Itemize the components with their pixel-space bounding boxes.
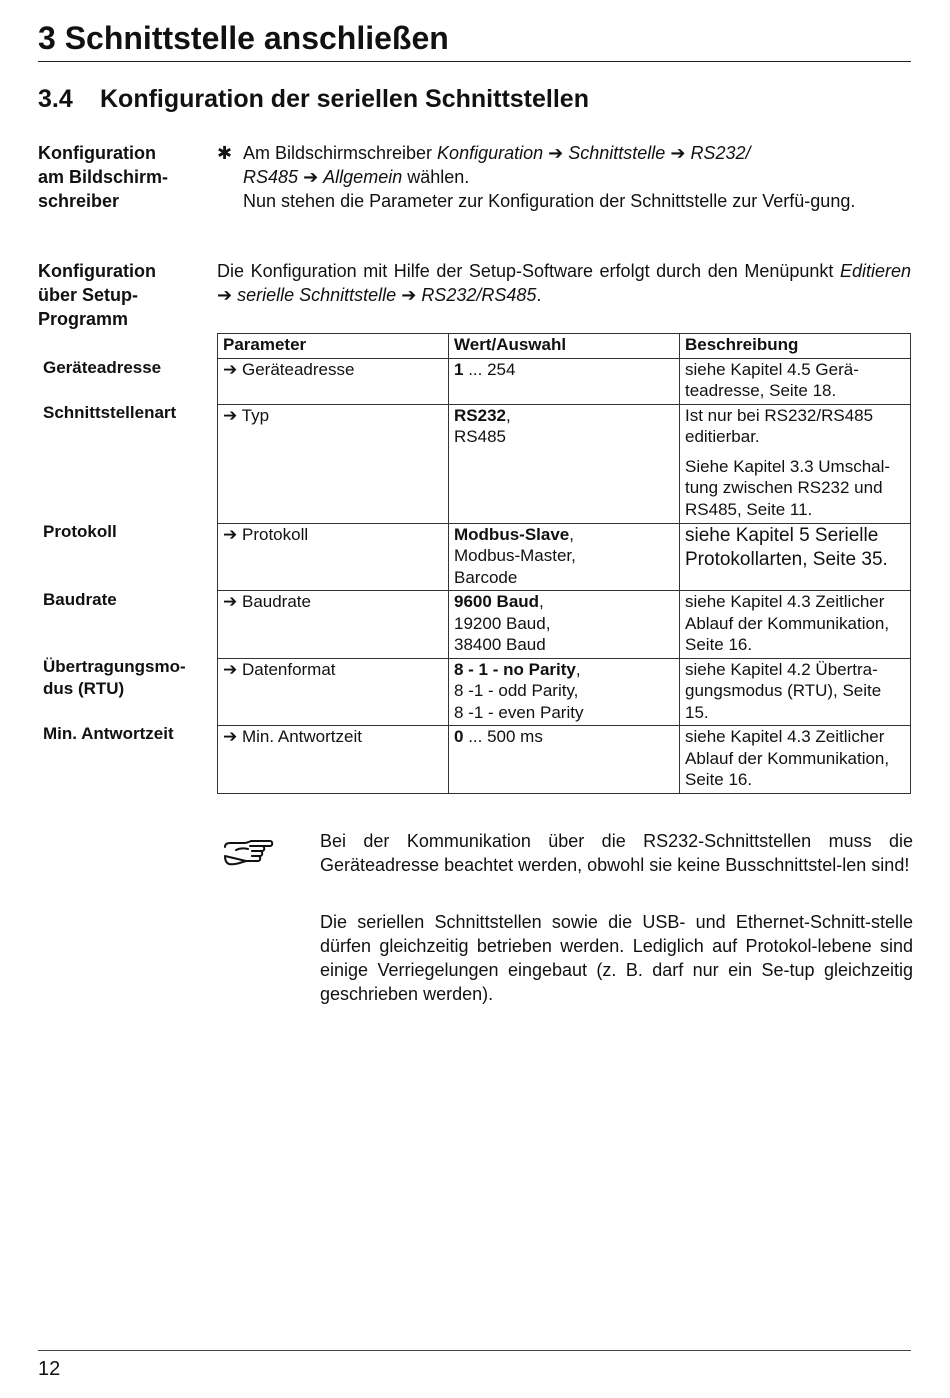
- default-value: Modbus-Slave: [454, 524, 570, 544]
- menu-path-item: serielle Schnittstelle: [237, 285, 397, 305]
- section-number: 3.4: [38, 85, 73, 113]
- desc-cell: [680, 726, 911, 794]
- block1-label-line: schreiber: [38, 191, 120, 211]
- note-paragraph-2: Die seriellen Schnittstellen sowie die USB- und Ethernet-Schnitt-stelle dürfen gleichzeitig betrieben werden. Lediglich auf Protokol-lebene sind einige Verriegelungen eingebaut (z. B. darf nur ein Se-tup gleichzeitig geschrieben werden).: [320, 912, 913, 1004]
- table-row: [218, 726, 911, 794]
- value-option: RS485: [454, 427, 506, 446]
- desc-cell: [680, 591, 911, 659]
- description-text: Ist nur bei RS232/RS485 editierbar.: [685, 405, 874, 446]
- row-label-schnittstellenart: Schnittstellenart: [43, 403, 177, 422]
- description-text: siehe Kapitel 4.3 Zeitlicher Ablauf der Kommunikation, Seite 16.: [685, 592, 890, 654]
- default-value: 1: [454, 359, 464, 379]
- header-rule: [38, 61, 911, 62]
- block1-followup: Nun stehen die Parameter zur Konfiguration der Schnittstelle zur Verfü-gung.: [243, 191, 856, 211]
- value-cell: [449, 358, 680, 404]
- block1-instruction: [243, 141, 911, 189]
- note-paragraph-1: Bei der Kommunikation über die RS232-Schnittstellen muss die Geräteadresse beachtet werden, obwohl sie keine Busschnittstel-len sind!: [320, 831, 913, 875]
- menu-path-item: RS485: [243, 167, 299, 187]
- param-cell: [218, 726, 449, 794]
- param-cell: [218, 591, 449, 659]
- param-cell: [218, 404, 449, 523]
- table-row: [218, 658, 911, 726]
- desc-cell: [680, 658, 911, 726]
- value-option: 38400 Baud: [454, 635, 546, 654]
- arrow-icon: ➔: [223, 524, 238, 544]
- row-label-baudrate: Baudrate: [43, 590, 117, 609]
- desc-cell: [680, 358, 911, 404]
- instruction-text: Am Bildschirmschreiber: [243, 143, 438, 163]
- param-name: Min. Antwortzeit: [241, 727, 362, 746]
- value-cell: [449, 726, 680, 794]
- value-text: ... 254: [463, 359, 516, 379]
- arrow-icon: ➔: [223, 727, 238, 746]
- arrow-icon: ➔: [217, 285, 233, 305]
- value-option: 8 -1 - odd Parity,: [454, 681, 579, 700]
- desc-cell: [680, 523, 911, 591]
- footer-rule: [38, 1350, 911, 1351]
- default-value: RS232: [454, 405, 506, 425]
- param-name: Datenformat: [241, 659, 336, 679]
- block1-label-line: Konfiguration: [38, 143, 156, 163]
- param-name: Baudrate: [241, 592, 311, 611]
- description-text: siehe Kapitel 4.2 Übertra-gungsmodus (RTU), Seite 15.: [685, 659, 882, 722]
- description-text: siehe Kapitel 5 Serielle Protokollarten, Seite 35.: [685, 524, 888, 570]
- desc-cell: [680, 404, 911, 523]
- chapter-title: 3 Schnittstelle anschließen: [38, 20, 449, 56]
- param-name: Typ: [241, 405, 270, 425]
- table-header-row: [218, 334, 911, 359]
- page-number: 12: [38, 1358, 61, 1380]
- param-cell: [218, 658, 449, 726]
- arrow-icon: ➔: [670, 143, 686, 163]
- parameter-table: [217, 333, 911, 794]
- value-cell: [449, 404, 680, 523]
- value-text: ,: [539, 592, 544, 611]
- arrow-icon: ➔: [223, 359, 238, 379]
- arrow-icon: ➔: [548, 143, 564, 163]
- value-cell: [449, 658, 680, 726]
- row-label-geraeteadresse: Geräteadresse: [43, 358, 162, 377]
- arrow-icon: ➔: [401, 285, 417, 305]
- block1-side-label: [38, 141, 198, 213]
- bullet-star-icon: ✱: [217, 143, 233, 163]
- section-title: [38, 82, 589, 116]
- description-text: Siehe Kapitel 3.3 Umschal-tung zwischen RS232 und RS485, Seite 11.: [685, 456, 891, 519]
- menu-path-item: Schnittstelle: [568, 143, 666, 163]
- value-option: Modbus-Master,: [454, 546, 576, 565]
- value-cell: [449, 591, 680, 659]
- block2-label-line: über Setup-: [38, 285, 139, 305]
- menu-path-item: RS232/: [690, 143, 751, 163]
- block1-text: [243, 141, 911, 213]
- menu-path-item: Konfiguration: [437, 143, 544, 163]
- pointing-hand-icon: [222, 838, 276, 870]
- arrow-icon: ➔: [223, 405, 238, 425]
- section-title-text: Konfiguration der seriellen Schnittstellen: [100, 85, 589, 113]
- column-header: Wert/Auswahl: [449, 334, 680, 359]
- default-value: 9600 Baud: [454, 592, 540, 611]
- menu-path-item: Editieren: [839, 261, 911, 281]
- param-cell: [218, 523, 449, 591]
- arrow-icon: ➔: [223, 592, 238, 611]
- param-name: Protokoll: [241, 524, 309, 544]
- value-text: ,: [505, 405, 511, 425]
- column-header: Beschreibung: [680, 334, 911, 359]
- block2-side-label: [38, 259, 208, 331]
- param-cell: [218, 358, 449, 404]
- menu-path-item: RS232/RS485: [421, 285, 537, 305]
- arrow-icon: ➔: [223, 659, 238, 679]
- value-option: 19200 Baud,: [454, 613, 551, 633]
- row-label-uebertragungsmodus: Übertragungsmo-dus (RTU): [43, 657, 186, 698]
- description-text: siehe Kapitel 4.5 Gerä-teadresse, Seite 18.: [685, 359, 859, 400]
- row-label-min-antwortzeit: Min. Antwortzeit: [43, 724, 174, 743]
- value-option: 8 -1 - even Parity: [454, 702, 584, 722]
- table-row: [218, 404, 911, 523]
- menu-path-item: Allgemein: [323, 167, 403, 187]
- table-row: [218, 523, 911, 591]
- instruction-text: .: [536, 285, 542, 305]
- default-value: 0: [454, 727, 464, 746]
- table-row: [218, 358, 911, 404]
- description-text: siehe Kapitel 4.3 Zeitlicher Ablauf der Kommunikation, Seite 16.: [685, 727, 890, 789]
- instruction-text: Die Konfiguration mit Hilfe der Setup-Software erfolgt durch den Menüpunkt: [217, 261, 840, 281]
- value-text: ,: [569, 524, 574, 544]
- block2-text: [217, 259, 911, 307]
- row-label-protokoll: Protokoll: [43, 522, 117, 541]
- table-row: [218, 591, 911, 659]
- value-text: ,: [575, 659, 581, 679]
- instruction-text: wählen.: [402, 167, 470, 187]
- block2-label-line: Konfiguration: [38, 261, 156, 281]
- column-header: Parameter: [218, 334, 449, 359]
- value-cell: [449, 523, 680, 591]
- param-name: Geräteadresse: [241, 359, 355, 379]
- arrow-icon: ➔: [303, 167, 319, 187]
- block2-label-line: Programm: [38, 309, 129, 329]
- block1-label-line: am Bildschirm-: [38, 167, 169, 187]
- value-option: Barcode: [454, 567, 518, 587]
- value-text: ... 500 ms: [463, 727, 543, 746]
- default-value: 8 - 1 - no Parity: [454, 659, 576, 679]
